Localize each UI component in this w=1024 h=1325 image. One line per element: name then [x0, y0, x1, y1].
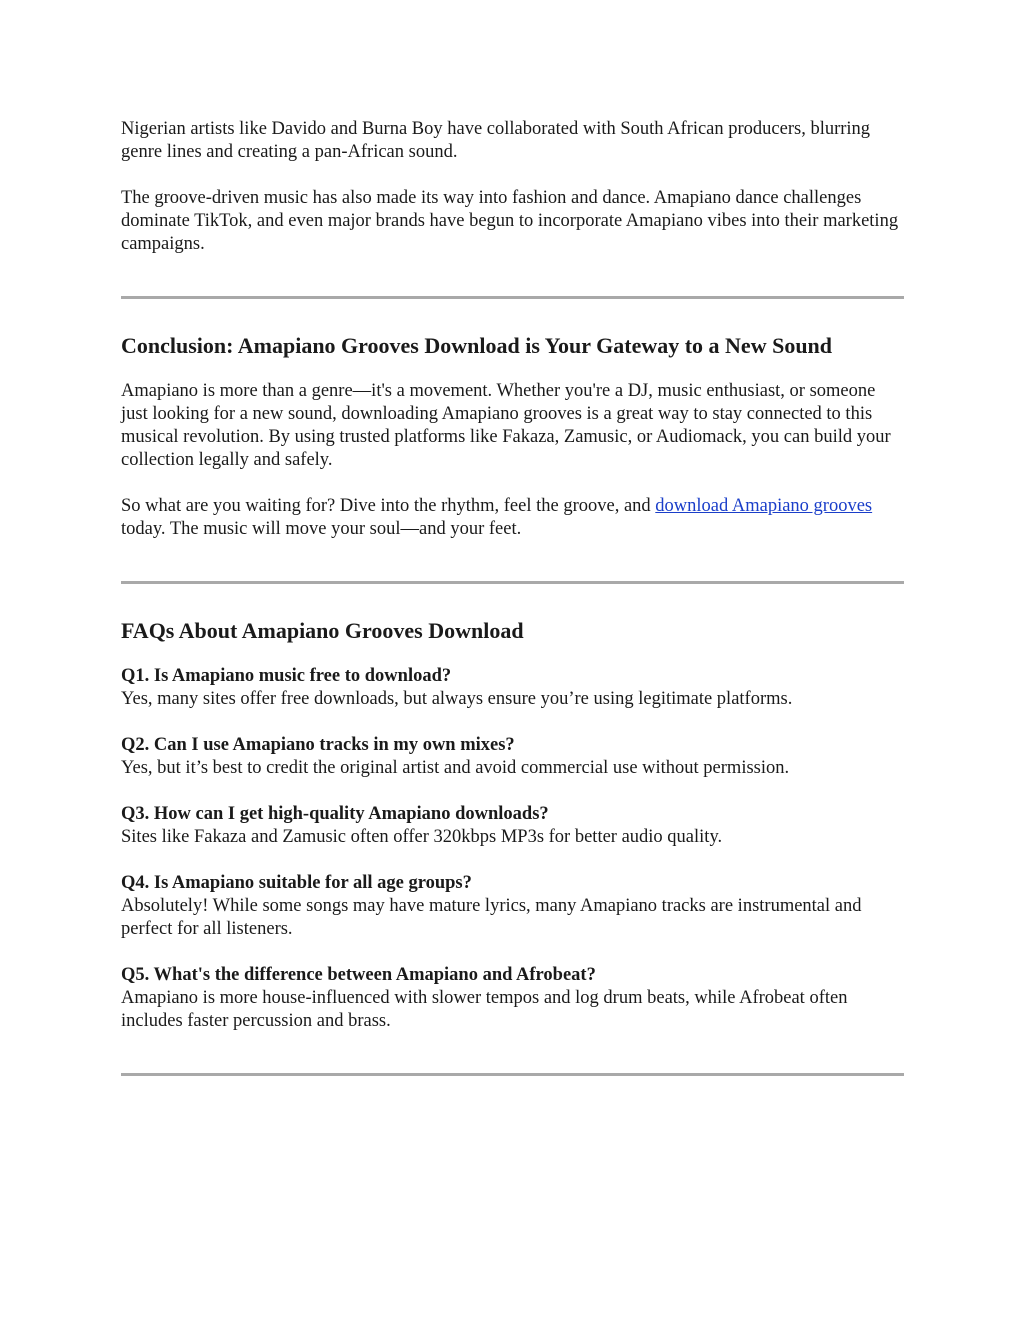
faq-question: Q4. Is Amapiano suitable for all age groups?	[121, 873, 472, 893]
faqs-heading: FAQs About Amapiano Grooves Download	[121, 618, 524, 643]
faq-item	[121, 665, 904, 711]
conclusion-heading: Conclusion: Amapiano Grooves Download is Your Gateway to a New Sound	[121, 333, 833, 358]
faq-question: Q3. How can I get high-quality Amapiano downloads?	[121, 804, 549, 824]
faq-answer: Absolutely! While some songs may have mature lyrics, many Amapiano tracks are instrumental and perfect for all listeners.	[121, 896, 862, 939]
faq-answer: Amapiano is more house-influenced with slower tempos and log drum beats, while Afrobeat often includes faster percussion and brass.	[121, 988, 848, 1031]
faq-item	[121, 964, 904, 1033]
faq-question: Q2. Can I use Amapiano tracks in my own mixes?	[121, 735, 515, 755]
faq-answer: Yes, but it’s best to credit the original artist and avoid commercial use without permission.	[121, 758, 790, 778]
conclusion-text-before-link: So what are you waiting for? Dive into the rhythm, feel the groove, and	[121, 496, 656, 516]
conclusion-text-after-link: today. The music will move your soul—and your feet.	[121, 519, 522, 539]
faq-question: Q1. Is Amapiano music free to download?	[121, 666, 452, 686]
faq-item	[121, 734, 904, 780]
conclusion-paragraph-2	[121, 495, 904, 541]
faq-answer: Yes, many sites offer free downloads, but always ensure you’re using legitimate platforms.	[121, 689, 793, 709]
intro-paragraph-1: Nigerian artists like Davido and Burna Boy have collaborated with South African producers, blurring genre lines and creating a pan-African sound.	[121, 119, 871, 162]
faq-item	[121, 872, 904, 941]
faq-answer: Sites like Fakaza and Zamusic often offer 320kbps MP3s for better audio quality.	[121, 827, 723, 847]
section-divider-3	[121, 1073, 904, 1076]
faq-question: Q5. What's the difference between Amapiano and Afrobeat?	[121, 965, 596, 985]
download-amapiano-grooves-link[interactable]: download Amapiano grooves	[655, 496, 873, 516]
document-page	[121, 118, 904, 1076]
faq-item	[121, 803, 904, 849]
conclusion-paragraph-1: Amapiano is more than a genre—it's a movement. Whether you're a DJ, music enthusiast, or someone just looking for a new sound, downloading Amapiano grooves is a great way to stay connected to this musical revolution. By using trusted platforms like Fakaza, Zamusic, or Audiomack, you can build your collection legally and safely.	[121, 381, 891, 470]
intro-paragraph-2: The groove-driven music has also made its way into fashion and dance. Amapiano dance challenges dominate TikTok, and even major brands have begun to incorporate Amapiano vibes into their marketing campaigns.	[121, 188, 899, 254]
